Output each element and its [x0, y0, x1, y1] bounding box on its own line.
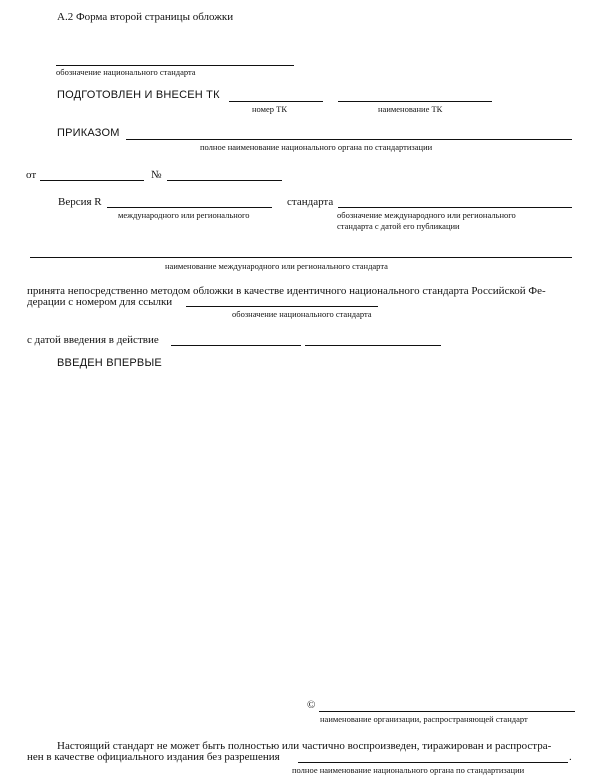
section-heading: А.2 Форма второй страницы обложки: [57, 11, 234, 23]
version-label: Версия R: [58, 196, 102, 208]
number-line: [167, 180, 282, 181]
copyright-caption: наименование организации, распространяющей стандарт: [320, 714, 528, 724]
notice-caption: полное наименование национального органа по стандартизации: [292, 765, 525, 775]
accepted-line-2: дерации с номером для ссылки: [27, 296, 173, 308]
copyright-line: [319, 711, 575, 712]
intl-name-line: [30, 257, 572, 258]
copyright-symbol: ©: [307, 699, 316, 711]
reference-number-caption: обозначение национального стандарта: [232, 309, 372, 319]
intl-name-caption: наименование международного или регионального стандарта: [165, 261, 388, 271]
order-label: ПРИКАЗОМ: [57, 127, 120, 139]
first-introduced: ВВЕДЕН ВПЕРВЫЕ: [57, 357, 162, 369]
effective-line-2: [305, 345, 441, 346]
notice-line: [298, 762, 568, 763]
notice-end: .: [569, 751, 572, 763]
tc-name-caption: наименование ТК: [378, 104, 443, 114]
order-caption: полное наименование национального органа по стандартизации: [200, 142, 433, 152]
version-line: [107, 207, 272, 208]
standard-designation-line: [56, 65, 294, 66]
tc-number-line: [229, 101, 323, 102]
intl-designation-line: [338, 207, 572, 208]
intl-designation-caption-2: стандарта с датой его публикации: [337, 221, 460, 231]
intl-designation-caption-1: обозначение международного или регионального: [337, 210, 516, 220]
tc-name-line: [338, 101, 492, 102]
effective-line-1: [171, 345, 301, 346]
date-from-label: от: [26, 169, 37, 181]
date-line: [40, 180, 144, 181]
order-line: [126, 139, 572, 140]
prepared-label: ПОДГОТОВЛЕН И ВНЕСЕН ТК: [57, 89, 220, 101]
notice-line-1: Настоящий стандарт не может быть полностью или частично воспроизведен, тиражирован и распростра-: [57, 740, 552, 752]
accepted-line-1: принята непосредственно методом обложки в качестве идентичного национального стандарта Российской Фе-: [27, 285, 546, 297]
reference-number-line: [186, 306, 378, 307]
effective-label: с датой введения в действие: [27, 334, 159, 346]
notice-line-2: нен в качестве официального издания без разрешения: [27, 751, 280, 763]
standard-designation-caption: обозначение национального стандарта: [56, 67, 196, 77]
standard-label: стандарта: [287, 196, 334, 208]
version-left-caption: международного или регионального: [118, 210, 250, 220]
number-label: №: [151, 169, 162, 181]
tc-number-caption: номер ТК: [252, 104, 288, 114]
